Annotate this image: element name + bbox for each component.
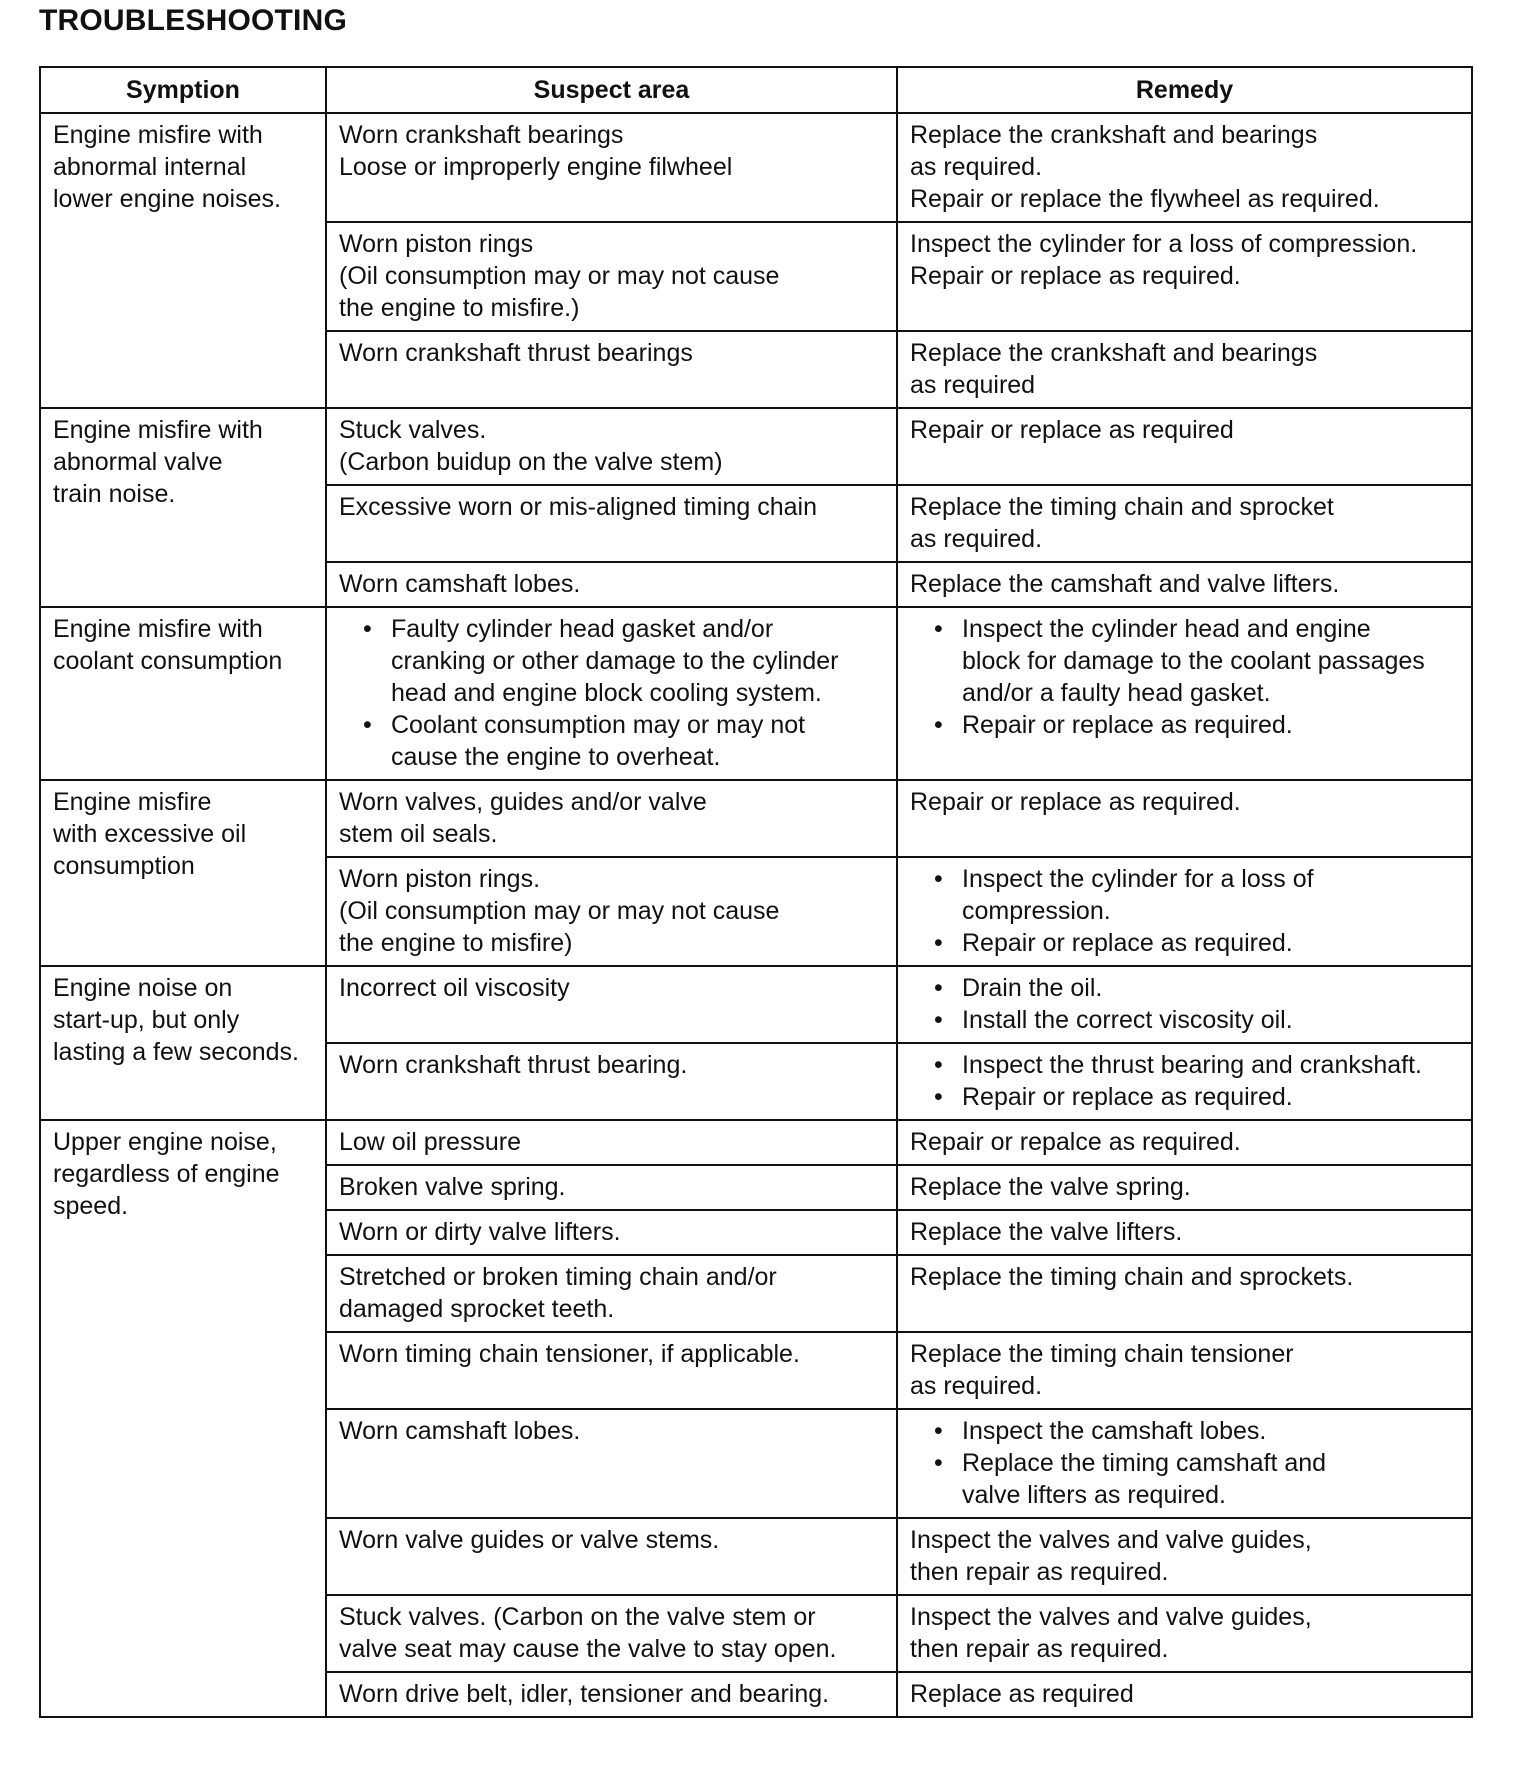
suspect-line: Worn valve guides or valve stems. bbox=[339, 1526, 720, 1554]
suspect-line: valve seat may cause the valve to stay open. bbox=[339, 1635, 837, 1663]
symptom-cell bbox=[40, 113, 326, 408]
bullet-item bbox=[934, 1447, 1460, 1511]
remedy-bullet-line: • Inspect the thrust bearing and crankshaft. bbox=[962, 1051, 1422, 1079]
suspect-line: Loose or improperly engine filwheel bbox=[339, 153, 733, 181]
suspect-line: Worn piston rings. bbox=[339, 865, 541, 893]
symptom-cell bbox=[40, 966, 326, 1120]
table-row bbox=[40, 408, 1472, 485]
remedy-line: then repair as required. bbox=[910, 1558, 1169, 1586]
remedy-line: then repair as required. bbox=[910, 1635, 1169, 1663]
symptom-cell bbox=[40, 1120, 326, 1717]
table-row bbox=[40, 607, 1472, 780]
remedy-line: Replace the valve spring. bbox=[910, 1173, 1191, 1201]
bullet-item bbox=[363, 613, 885, 709]
remedy-bullet-line: • Inspect the cylinder for a loss of bbox=[962, 865, 1314, 893]
suspect-area-cell bbox=[326, 1255, 897, 1332]
remedy-line: Replace as required bbox=[910, 1680, 1134, 1708]
suspect-line: Excessive worn or mis-aligned timing chain bbox=[339, 493, 817, 521]
suspect-area-cell bbox=[326, 485, 897, 562]
symptom-line: consumption bbox=[53, 852, 195, 880]
suspect-line: the engine to misfire) bbox=[339, 929, 573, 957]
remedy-line: Inspect the valves and valve guides, bbox=[910, 1526, 1312, 1554]
remedy-cell bbox=[897, 1595, 1472, 1672]
suspect-area-cell bbox=[326, 780, 897, 857]
suspect-line: Worn camshaft lobes. bbox=[339, 1417, 581, 1445]
suspect-line: Worn crankshaft thrust bearing. bbox=[339, 1051, 688, 1079]
suspect-area-cell bbox=[326, 1518, 897, 1595]
suspect-line: Stuck valves. (Carbon on the valve stem or bbox=[339, 1603, 816, 1631]
remedy-line: Replace the timing chain and sprocket bbox=[910, 493, 1334, 521]
header-suspect-area: Suspect area bbox=[326, 67, 897, 113]
suspect-line: (Carbon buidup on the valve stem) bbox=[339, 448, 723, 476]
remedy-bullet-list bbox=[910, 863, 1460, 959]
symptom-line: speed. bbox=[53, 1192, 129, 1220]
suspect-area-cell bbox=[326, 857, 897, 966]
symptom-line: with excessive oil bbox=[53, 820, 247, 848]
symptom-line: abnormal internal bbox=[53, 153, 247, 181]
remedy-cell bbox=[897, 562, 1472, 607]
remedy-cell bbox=[897, 1672, 1472, 1717]
bullet-item bbox=[934, 863, 1460, 927]
remedy-bullet-line: block for damage to the coolant passages bbox=[962, 647, 1425, 675]
remedy-line: Repair or replace as required bbox=[910, 416, 1234, 444]
remedy-line: as required bbox=[910, 371, 1036, 399]
remedy-cell bbox=[897, 222, 1472, 331]
remedy-line: Replace the camshaft and valve lifters. bbox=[910, 570, 1340, 598]
symptom-cell bbox=[40, 607, 326, 780]
suspect-line: Low oil pressure bbox=[339, 1128, 522, 1156]
remedy-line: Repair or replace the flywheel as required. bbox=[910, 185, 1380, 213]
suspect-area-cell bbox=[326, 331, 897, 408]
symptom-line: train noise. bbox=[53, 480, 176, 508]
remedy-cell bbox=[897, 780, 1472, 857]
symptom-line: coolant consumption bbox=[53, 647, 283, 675]
remedy-cell bbox=[897, 1409, 1472, 1518]
bullet-item bbox=[934, 1049, 1460, 1081]
suspect-line: (Oil consumption may or may not cause bbox=[339, 897, 780, 925]
remedy-cell bbox=[897, 857, 1472, 966]
suspect-line: Worn drive belt, idler, tensioner and bearing. bbox=[339, 1680, 830, 1708]
remedy-line: as required. bbox=[910, 153, 1043, 181]
table-row bbox=[40, 966, 1472, 1043]
remedy-line: Replace the crankshaft and bearings bbox=[910, 121, 1318, 149]
symptom-line: abnormal valve bbox=[53, 448, 223, 476]
remedy-cell bbox=[897, 1332, 1472, 1409]
suspect-line: Worn crankshaft thrust bearings bbox=[339, 339, 693, 367]
header-symptom: Symption bbox=[40, 67, 326, 113]
table-row bbox=[40, 780, 1472, 857]
suspect-bullet-line: cranking or other damage to the cylinder bbox=[391, 647, 839, 675]
suspect-area-cell bbox=[326, 1672, 897, 1717]
symptom-line: Engine noise on bbox=[53, 974, 233, 1002]
remedy-line: Replace the valve lifters. bbox=[910, 1218, 1183, 1246]
suspect-bullet-list bbox=[339, 613, 885, 773]
suspect-line: Stuck valves. bbox=[339, 416, 487, 444]
symptom-line: lasting a few seconds. bbox=[53, 1038, 299, 1066]
troubleshooting-table bbox=[39, 66, 1473, 1718]
suspect-area-cell bbox=[326, 562, 897, 607]
remedy-cell bbox=[897, 408, 1472, 485]
symptom-cell bbox=[40, 780, 326, 966]
suspect-line: (Oil consumption may or may not cause bbox=[339, 262, 780, 290]
remedy-cell bbox=[897, 1165, 1472, 1210]
table-row bbox=[40, 113, 1472, 222]
bullet-item bbox=[934, 1081, 1460, 1113]
remedy-line: Repair or replace as required. bbox=[910, 262, 1241, 290]
suspect-line: damaged sprocket teeth. bbox=[339, 1295, 615, 1323]
remedy-bullet-line: • Repair or replace as required. bbox=[962, 929, 1293, 957]
remedy-bullet-list bbox=[910, 613, 1460, 741]
remedy-cell bbox=[897, 1255, 1472, 1332]
suspect-area-cell bbox=[326, 1165, 897, 1210]
suspect-bullet-line: head and engine block cooling system. bbox=[391, 679, 822, 707]
remedy-bullet-line: valve lifters as required. bbox=[962, 1481, 1227, 1509]
suspect-line: Broken valve spring. bbox=[339, 1173, 566, 1201]
remedy-cell bbox=[897, 966, 1472, 1043]
symptom-line: lower engine noises. bbox=[53, 185, 281, 213]
remedy-bullet-line: • Drain the oil. bbox=[962, 974, 1103, 1002]
remedy-bullet-list bbox=[910, 972, 1460, 1036]
remedy-line: Inspect the valves and valve guides, bbox=[910, 1603, 1312, 1631]
remedy-line: Repair or replace as required. bbox=[910, 788, 1241, 816]
suspect-line: Worn piston rings bbox=[339, 230, 534, 258]
suspect-line: Worn timing chain tensioner, if applicable. bbox=[339, 1340, 800, 1368]
page-title: TROUBLESHOOTING bbox=[39, 4, 347, 37]
remedy-cell bbox=[897, 1043, 1472, 1120]
remedy-line: Replace the crankshaft and bearings bbox=[910, 339, 1318, 367]
header-remedy: Remedy bbox=[897, 67, 1472, 113]
remedy-cell bbox=[897, 1518, 1472, 1595]
suspect-bullet-line: • Coolant consumption may or may not bbox=[391, 711, 806, 739]
remedy-line: Replace the timing chain and sprockets. bbox=[910, 1263, 1354, 1291]
symptom-line: start-up, but only bbox=[53, 1006, 240, 1034]
suspect-area-cell bbox=[326, 408, 897, 485]
bullet-item bbox=[934, 709, 1460, 741]
remedy-line: as required. bbox=[910, 525, 1043, 553]
suspect-area-cell bbox=[326, 1409, 897, 1518]
bullet-item bbox=[934, 927, 1460, 959]
remedy-bullet-list bbox=[910, 1049, 1460, 1113]
remedy-bullet-line: • Replace the timing camshaft and bbox=[962, 1449, 1327, 1477]
suspect-area-cell bbox=[326, 1210, 897, 1255]
bullet-item bbox=[363, 709, 885, 773]
remedy-cell bbox=[897, 1210, 1472, 1255]
suspect-line: Worn or dirty valve lifters. bbox=[339, 1218, 621, 1246]
remedy-cell bbox=[897, 331, 1472, 408]
suspect-area-cell bbox=[326, 113, 897, 222]
symptom-line: Upper engine noise, bbox=[53, 1128, 277, 1156]
symptom-line: Engine misfire with bbox=[53, 121, 263, 149]
symptom-cell bbox=[40, 408, 326, 607]
symptom-line: Engine misfire with bbox=[53, 416, 263, 444]
remedy-cell bbox=[897, 1120, 1472, 1165]
remedy-line: Inspect the cylinder for a loss of compression. bbox=[910, 230, 1418, 258]
suspect-area-cell bbox=[326, 1595, 897, 1672]
bullet-item bbox=[934, 972, 1460, 1004]
suspect-line: Incorrect oil viscosity bbox=[339, 974, 570, 1002]
remedy-bullet-line: • Repair or replace as required. bbox=[962, 1083, 1293, 1111]
suspect-line: Worn valves, guides and/or valve bbox=[339, 788, 707, 816]
remedy-bullet-line: • Install the correct viscosity oil. bbox=[962, 1006, 1293, 1034]
remedy-line: Replace the timing chain tensioner bbox=[910, 1340, 1294, 1368]
suspect-area-cell bbox=[326, 607, 897, 780]
suspect-bullet-line: • Faulty cylinder head gasket and/or bbox=[391, 615, 774, 643]
remedy-bullet-line: • Inspect the camshaft lobes. bbox=[962, 1417, 1267, 1445]
suspect-line: the engine to misfire.) bbox=[339, 294, 580, 322]
symptom-line: Engine misfire bbox=[53, 788, 212, 816]
bullet-item bbox=[934, 1004, 1460, 1036]
suspect-area-cell bbox=[326, 222, 897, 331]
remedy-line: as required. bbox=[910, 1372, 1043, 1400]
suspect-line: Worn crankshaft bearings bbox=[339, 121, 624, 149]
remedy-line: Repair or repalce as required. bbox=[910, 1128, 1241, 1156]
remedy-bullet-line: compression. bbox=[962, 897, 1111, 925]
remedy-cell bbox=[897, 607, 1472, 780]
symptom-line: regardless of engine bbox=[53, 1160, 280, 1188]
suspect-area-cell bbox=[326, 966, 897, 1043]
suspect-area-cell bbox=[326, 1332, 897, 1409]
bullet-item bbox=[934, 613, 1460, 709]
suspect-area-cell bbox=[326, 1120, 897, 1165]
remedy-cell bbox=[897, 485, 1472, 562]
suspect-line: Worn camshaft lobes. bbox=[339, 570, 581, 598]
remedy-bullet-list bbox=[910, 1415, 1460, 1511]
bullet-item bbox=[934, 1415, 1460, 1447]
suspect-area-cell bbox=[326, 1043, 897, 1120]
remedy-bullet-line: • Repair or replace as required. bbox=[962, 711, 1293, 739]
remedy-bullet-line: and/or a faulty head gasket. bbox=[962, 679, 1271, 707]
suspect-line: stem oil seals. bbox=[339, 820, 498, 848]
suspect-bullet-line: cause the engine to overheat. bbox=[391, 743, 721, 771]
remedy-cell bbox=[897, 113, 1472, 222]
suspect-line: Stretched or broken timing chain and/or bbox=[339, 1263, 777, 1291]
remedy-bullet-line: • Inspect the cylinder head and engine bbox=[962, 615, 1371, 643]
header-row bbox=[40, 67, 1472, 113]
table-body bbox=[40, 113, 1472, 1717]
table-row bbox=[40, 1120, 1472, 1165]
symptom-line: Engine misfire with bbox=[53, 615, 263, 643]
